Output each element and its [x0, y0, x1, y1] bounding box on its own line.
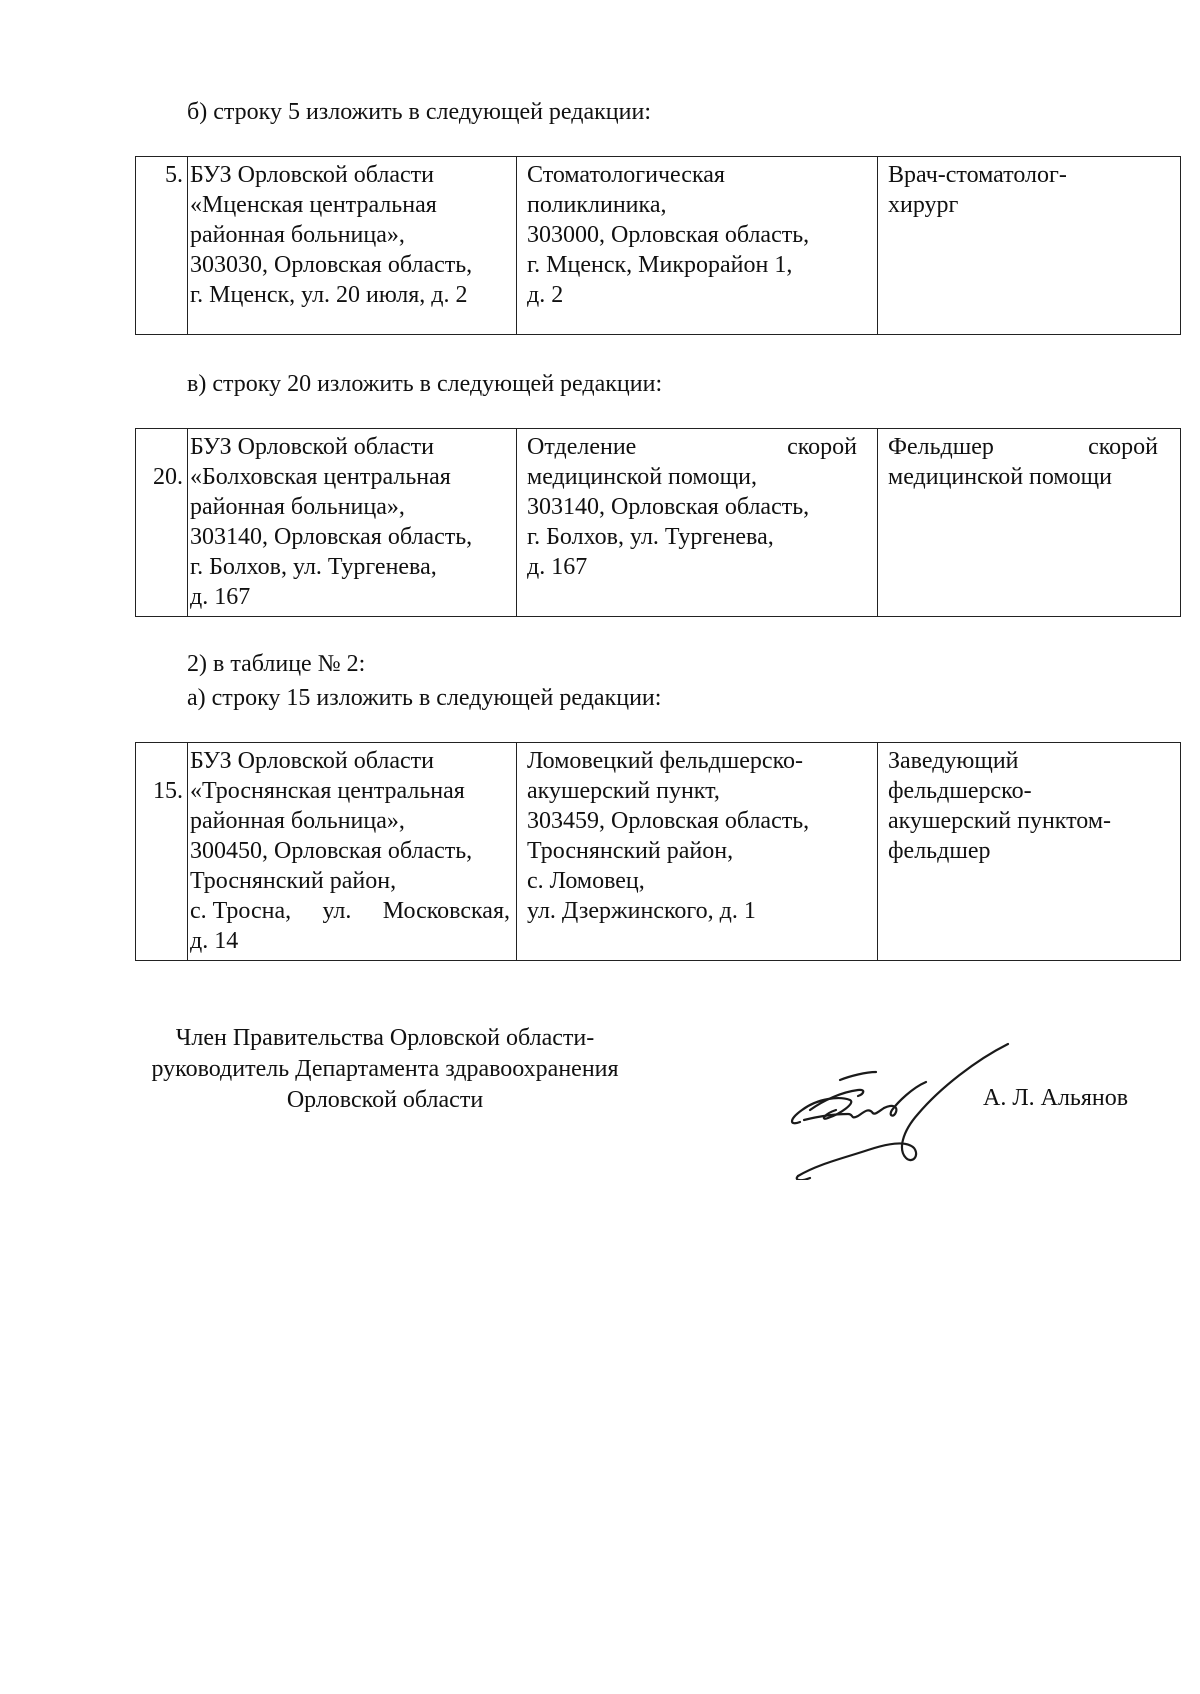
signatory-name: А. Л. Альянов	[983, 1085, 1129, 1111]
table-row	[136, 429, 1181, 617]
table-row	[136, 157, 1181, 335]
row-number: 15.	[136, 743, 188, 961]
position-cell: Фельдшер скорой медицинской помощи	[878, 429, 1181, 617]
table-row	[136, 743, 1181, 961]
instruction-row-20: в) строку 20 изложить в следующей редакции:	[187, 371, 663, 397]
organization-cell: БУЗ Орловской области «Мценская центральная районная больница», 303030, Орловская область, г. Мценск, ул. 20 июля, д. 2	[188, 157, 517, 335]
instruction-table-2: 2) в таблице № 2:	[187, 651, 366, 677]
table-row-5	[135, 156, 1181, 335]
position-cell: Врач-стоматолог- хирург	[878, 157, 1181, 335]
organization-cell: БУЗ Орловской области «Болховская центральная районная больница», 303140, Орловская область, г. Болхов, ул. Тургенева, д. 167	[188, 429, 517, 617]
signatory-title: Член Правительства Орловской области- руководитель Департамента здравоохранения Орловской области	[151, 1025, 619, 1113]
row-number: 5.	[136, 157, 188, 335]
unit-cell: Отделение скорой медицинской помощи, 303140, Орловская область, г. Болхов, ул. Тургенева, д. 167	[517, 429, 878, 617]
unit-cell: Стоматологическая поликлиника, 303000, Орловская область, г. Мценск, Микрорайон 1, д. 2	[517, 157, 878, 335]
position-cell: Заведующий фельдшерско- акушерский пунктом- фельдшер	[878, 743, 1181, 961]
unit-cell: Ломовецкий фельдшерско- акушерский пункт, 303459, Орловская область, Троснянский район, с. Ломовец, ул. Дзержинского, д. 1	[517, 743, 878, 961]
row-number: 20.	[136, 429, 188, 617]
instruction-row-15: а) строку 15 изложить в следующей редакции:	[187, 685, 662, 711]
table-row-20	[135, 428, 1181, 617]
instruction-row-5: б) строку 5 изложить в следующей редакции:	[187, 99, 651, 125]
organization-cell: БУЗ Орловской области «Троснянская центральная районная больница», 300450, Орловская область, Троснянский район, с. Тросна, ул. Московская, д. 14	[188, 743, 517, 961]
table-row-15	[135, 742, 1181, 961]
